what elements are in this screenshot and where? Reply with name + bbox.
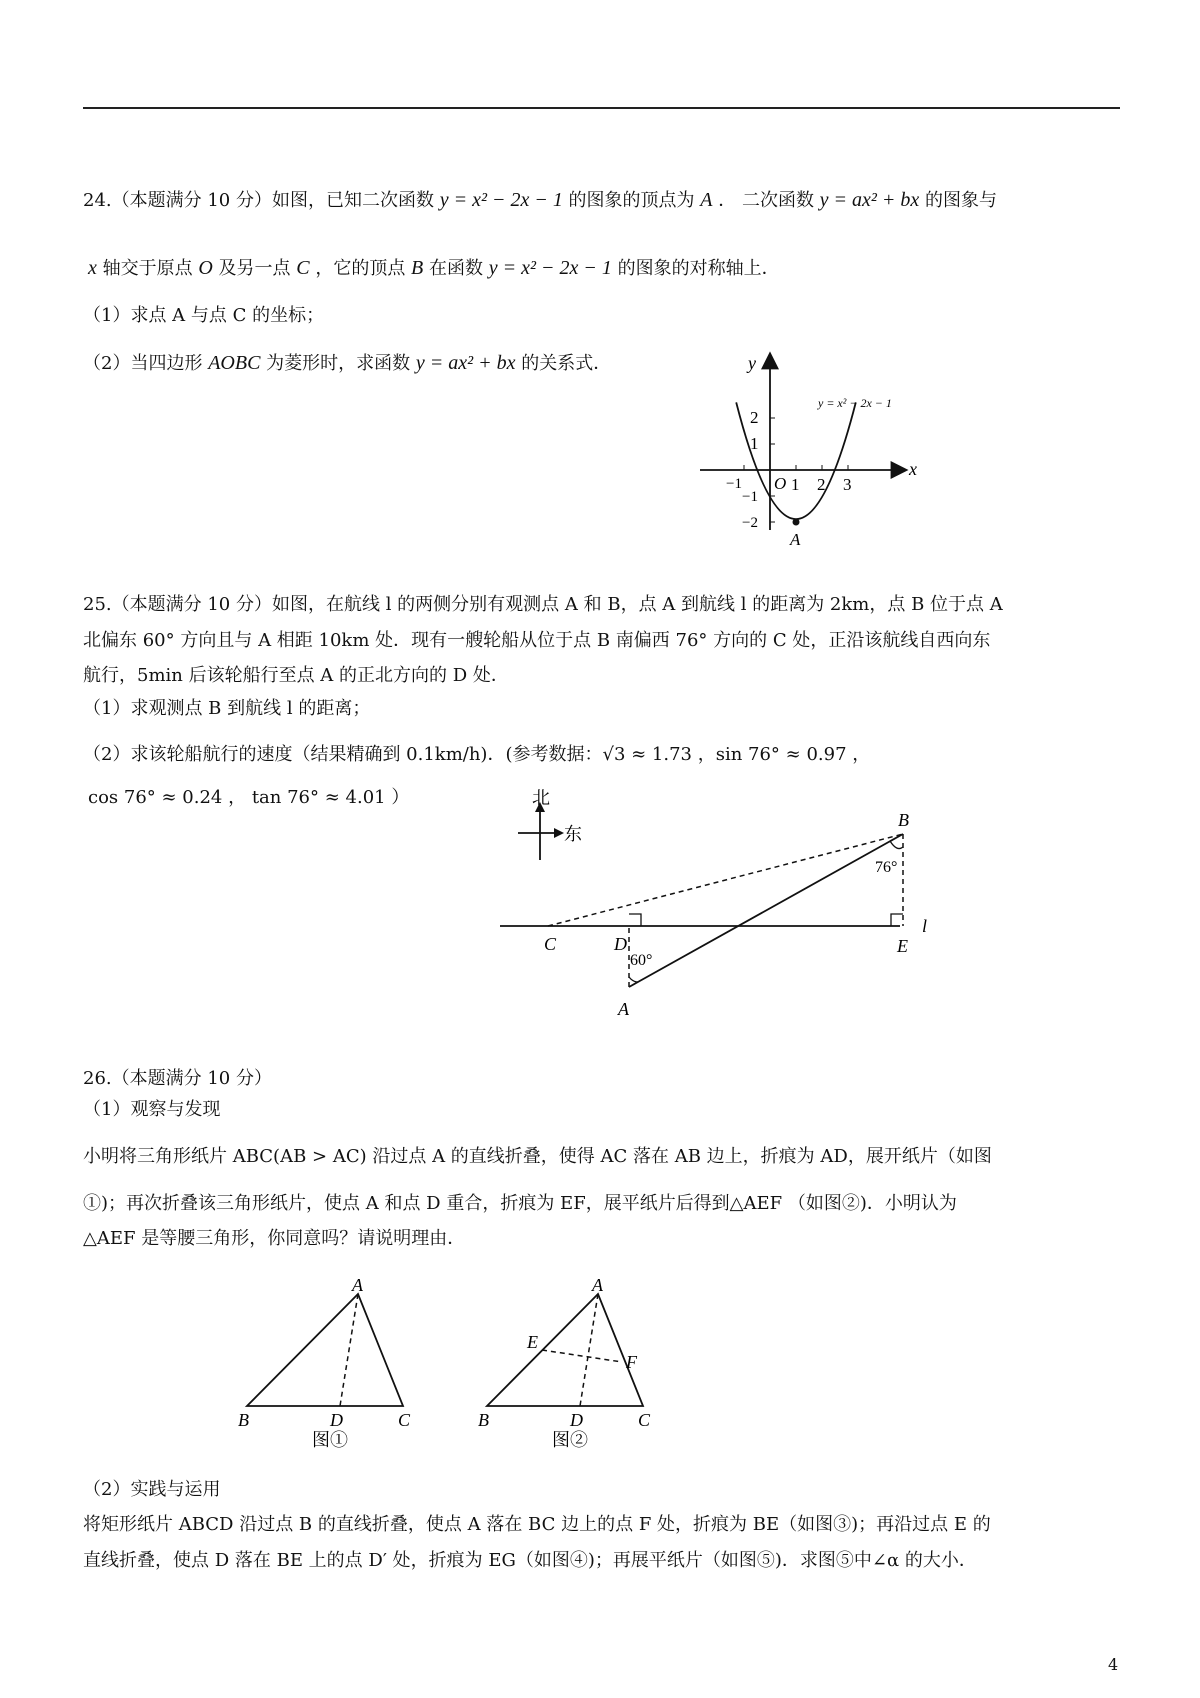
y-axis-label: y <box>748 353 756 373</box>
fig2-D: D <box>570 1410 583 1430</box>
header-rule <box>83 107 1120 109</box>
point-D-label: D <box>614 934 627 954</box>
q26-p4: 将矩形纸片 ABCD 沿过点 B 的直线折叠，使点 A 落在 BC 边上的点 F 处，折痕为 BE（如图③)；再沿过点 E 的 <box>83 1514 991 1535</box>
q25-part1: （1）求观测点 B 到航线 l 的距离； <box>83 698 371 719</box>
tick-label-x2: 2 <box>817 475 826 494</box>
origin-label: O <box>774 474 787 493</box>
fig1-C: C <box>398 1410 411 1430</box>
right-angle-D <box>629 914 641 926</box>
q26-p5: 直线折叠，使点 D 落在 BE 上的点 D′ 处，折痕为 EG（如图④)；再展平纸片（如图⑤)．求图⑤中∠α 的大小． <box>83 1550 977 1571</box>
q24-line2: x 轴交于原点 O 及另一点 C ，它的顶点 B 在函数 y = x² − 2x − 1 的图象的对称轴上． <box>88 257 780 279</box>
q24-parabola-graph <box>700 355 920 555</box>
line-l-label: l <box>922 916 928 936</box>
tick-label-x1: 1 <box>791 475 800 494</box>
q25-line3: 航行，5min 后该轮船行至点 A 的正北方向的 D 处． <box>83 665 509 686</box>
right-angle-E <box>891 914 903 926</box>
q26-figure-2 <box>470 1275 670 1450</box>
q24-line1: 24.（本题满分 10 分）如图，已知二次函数 y = x² − 2x − 1 的图象的顶点为 A ． 二次函数 y = ax² + bx 的图象与 <box>83 189 998 211</box>
tick-label-xm1: −1 <box>726 476 742 492</box>
curve-label: y = x² − 2x − 1 <box>818 396 892 410</box>
q25-line2: 北偏东 60° 方向且与 A 相距 10km 处．现有一艘轮船从位于点 B 南偏西 76° 方向的 C 处，正沿该航线自西向东 <box>83 630 991 651</box>
angle-76-label: 76° <box>875 859 898 876</box>
compass-east-arrow <box>554 828 564 838</box>
fig1-caption: 图① <box>312 1430 348 1450</box>
q24-part1: （1）求点 A 与点 C 的坐标； <box>83 305 325 326</box>
vertex-label: A <box>790 530 801 549</box>
q26-sub1: （1）观察与发现 <box>83 1099 221 1120</box>
point-C-label: C <box>544 934 557 954</box>
fold-EF <box>542 1350 622 1362</box>
angle-arc-B <box>890 841 903 849</box>
q26-p3: △AEF 是等腰三角形，你同意吗？请说明理由． <box>83 1228 466 1249</box>
fig1-B: B <box>238 1410 249 1430</box>
fig2-A: A <box>592 1275 603 1295</box>
q26-title: 26.（本题满分 10 分） <box>83 1068 272 1089</box>
q26-p1: 小明将三角形纸片 ABC(AB > AC) 沿过点 A 的直线折叠，使得 AC 落在 AB 边上，折痕为 AD，展开纸片（如图 <box>83 1146 992 1167</box>
fig2-C: C <box>638 1410 651 1430</box>
tick-label-ym2: −2 <box>742 515 758 531</box>
q25-part2b: cos 76° ≈ 0.24 ， tan 76° ≈ 4.01 ） <box>88 787 410 808</box>
fold-AD-2 <box>580 1294 598 1406</box>
point-E-label: E <box>897 936 908 956</box>
north-label: 北 <box>532 788 550 808</box>
x-axis-label: x <box>909 459 917 479</box>
point-A-label: A <box>618 999 629 1019</box>
triangle-ABC-2 <box>487 1294 643 1406</box>
point-B-label: B <box>898 810 909 830</box>
q26-p2: ①)；再次折叠该三角形纸片，使点 A 和点 D 重合，折痕为 EF，展平纸片后得到△AEF （如图②)．小明认为 <box>83 1193 957 1214</box>
angle-60-label: 60° <box>630 952 653 969</box>
fig2-caption: 图② <box>552 1430 588 1450</box>
vertex-A-dot <box>793 519 800 526</box>
q26-sub2: （2）实践与运用 <box>83 1479 221 1500</box>
fig2-B: B <box>478 1410 489 1430</box>
tick-label-x3: 3 <box>843 475 852 494</box>
triangle-ABC <box>247 1294 403 1406</box>
segment-CB <box>548 834 903 926</box>
fig2-F: F <box>626 1352 637 1372</box>
page-number: 4 <box>1108 1655 1119 1674</box>
angle-arc-A <box>629 977 638 982</box>
q24-part2: （2）当四边形 AOBC 为菱形时，求函数 y = ax² + bx 的关系式． <box>83 352 612 374</box>
fig2-E: E <box>527 1332 538 1352</box>
tick-label-ym1: −1 <box>742 489 758 505</box>
fig1-A: A <box>352 1275 363 1295</box>
fold-AD <box>340 1294 358 1406</box>
q25-navigation-figure <box>490 790 940 1020</box>
q26-figure-1 <box>230 1275 430 1450</box>
east-label: 东 <box>564 824 582 844</box>
q25-part2: （2）求该轮船航行的速度（结果精确到 0.1km/h)．(参考数据：√3 ≈ 1.73 ，sin 76° ≈ 0.97 ， <box>83 744 871 765</box>
fig1-D: D <box>330 1410 343 1430</box>
q25-line1: 25.（本题满分 10 分）如图，在航线 l 的两侧分别有观测点 A 和 B，点 A 到航线 l 的距离为 2km，点 B 位于点 A <box>83 594 1003 615</box>
segment-AB <box>629 834 903 987</box>
tick-label-y2: 2 <box>750 408 759 427</box>
tick-label-y1: 1 <box>750 434 759 453</box>
